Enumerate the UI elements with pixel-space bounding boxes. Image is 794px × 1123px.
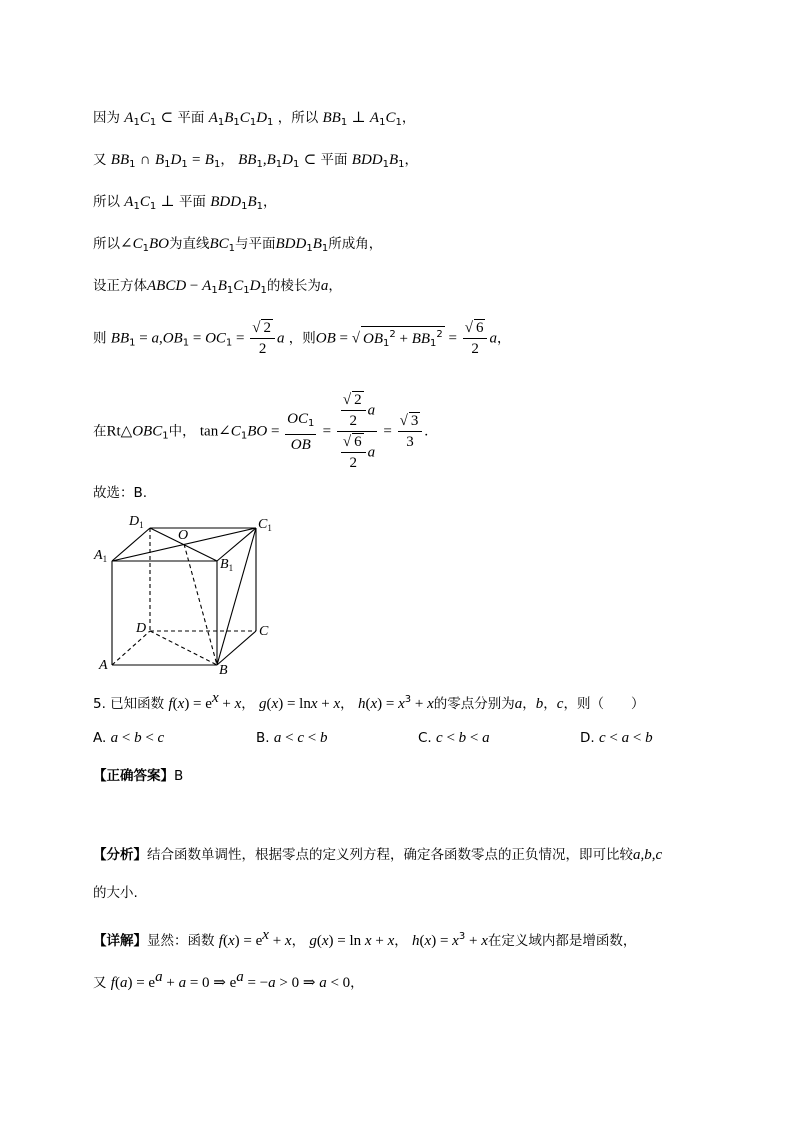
segment-BC1 [217, 528, 256, 665]
analysis-line: 【分析】结合函数单调性，根据零点的定义列方程，确定各函数零点的正负情况，即可比较a,b,c [93, 847, 663, 863]
solution-line-6: 则 $BB_1 = a,OB_1 = OC_1$ = $\frac{√ 2}{2}$ a ，则OB = √ $OB_1^2 + BB_1^2$ = $\frac{√ 6}{2}$ a， [93, 320, 511, 357]
cube-figure [85, 508, 295, 678]
question-5: 5. 已知函数 $f(x) = e^x + x$， g(x) = lnx + x， $h(x) = x^3 + x$的零点分别为a，b，c，则（ ） [93, 690, 645, 712]
option-a[interactable]: A. a < b < c [93, 730, 165, 746]
conclusion-line: 故选：B. [93, 485, 148, 501]
label-B1: $B_1$ [220, 557, 234, 573]
label-C: C [259, 624, 269, 639]
solution-line-5: 设正方体ABCD − $A_1B_1C_1D_1$的棱长为a， [93, 278, 342, 296]
solution-line-2: 又 $BB_1$ ∩ $B_1D_1 = B_1$， $BB_1,B_1D_1$ ⊂ 平面 $BDD_1B_1$， [93, 152, 419, 170]
label-A1: $A_1$ [94, 548, 108, 564]
solution-line-7: 在$Rt\triangle OBC_1$中， $\tan\angle C_1BO$ = $\frac{OC_1}{OB}$ = $\frac{√ 2}{2}$ a $\frac{√ 6}{2}$ a = $\frac{√ 3}{3}$ . [93, 392, 429, 471]
edge-AD-hidden [112, 631, 150, 665]
label-A: A [99, 658, 108, 673]
solution-line-4: 所以$\angle C_1BO$为直线$BC_1$与平面$BDD_1B_1$所成角， [93, 236, 383, 254]
segment-OB-hidden [184, 544, 217, 665]
segment-BD-hidden [150, 631, 217, 665]
edge-D1A1 [112, 528, 150, 561]
solution-line-1: 因为 $A_1C_1$ ⊂ 平面 $A_1B_1C_1D_1$ ，所以 $BB_1$ ⊥ $A_1C_1$， [93, 110, 416, 128]
analysis-line-2: 的大小. [93, 885, 138, 901]
detail-line: 【详解】显然：函数 $f(x) = e^x + x$， g(x) = ln x + x， $h(x) = x^3 + x$在定义域内都是增函数， [93, 927, 637, 949]
edge-BC [217, 631, 256, 665]
label-C1: $C_1$ [258, 517, 272, 533]
label-O: O [178, 528, 189, 543]
option-c[interactable]: C. c < b < a [418, 730, 490, 746]
option-b[interactable]: B. a < c < b [256, 730, 328, 746]
label-B: B [219, 663, 228, 678]
label-D1: $D_1$ [129, 514, 144, 530]
solution-line-3: 所以 $A_1C_1$ ⊥ 平面 $BDD_1B_1$， [93, 194, 277, 212]
correct-answer: 【正确答案】B [93, 768, 184, 784]
option-d[interactable]: D. c < a < b [580, 730, 653, 746]
last-line: 又 $f(a) = e^a + a = 0$ ⇒ $e^a = -a > 0$ ⇒ a < 0， [93, 969, 364, 991]
label-D: D [136, 621, 147, 636]
